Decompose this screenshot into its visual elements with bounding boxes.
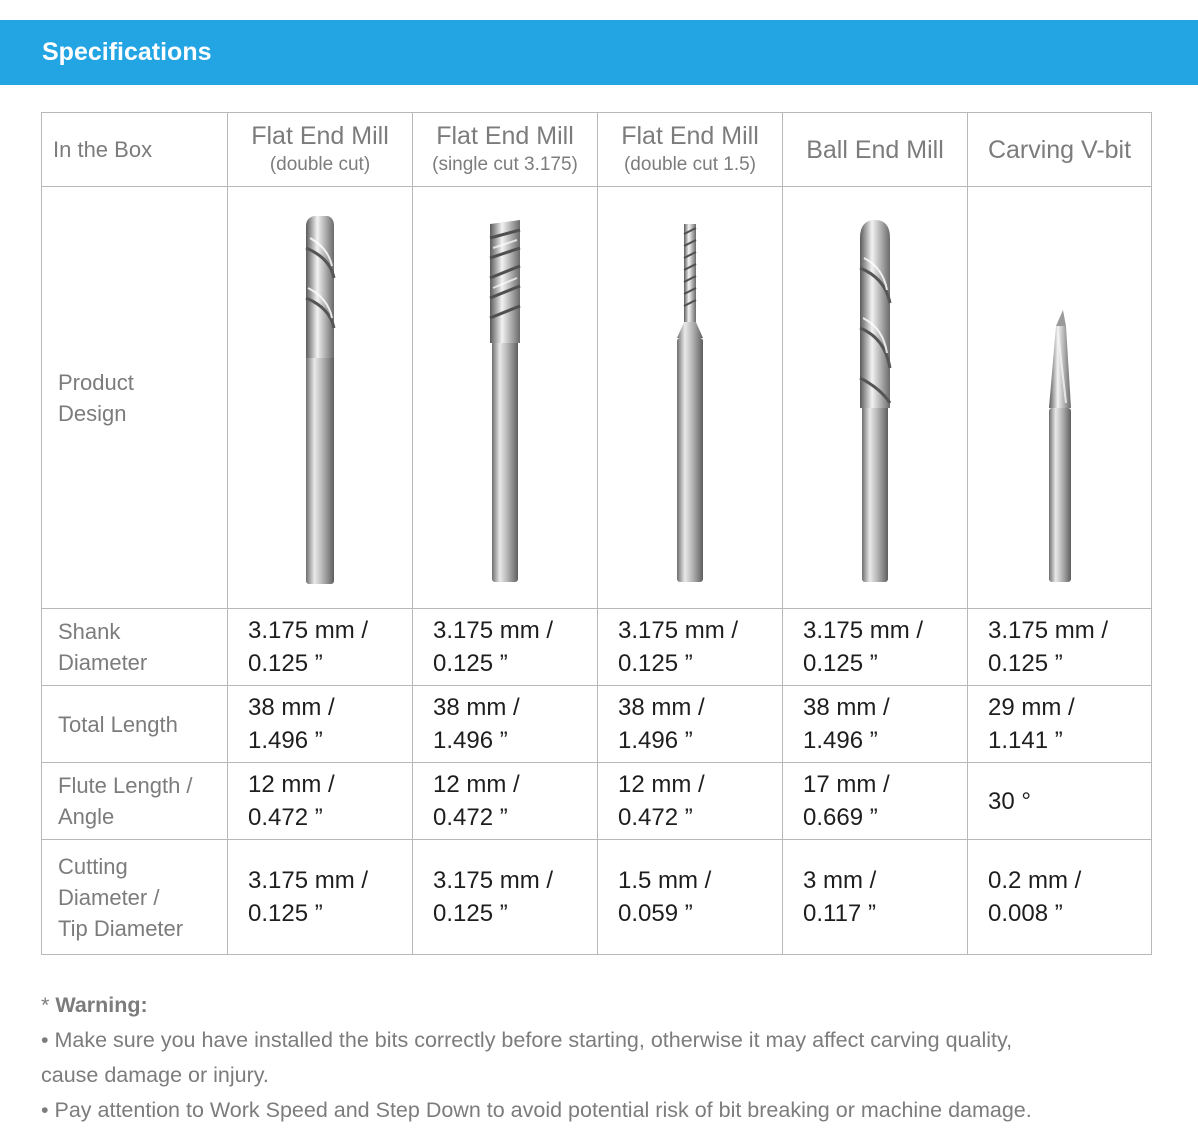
warning-notes	[41, 988, 1161, 1128]
row-label-line: Product	[58, 369, 134, 395]
row-label-line: Design	[58, 400, 127, 426]
table-cell: 17 mm / 0.669 ”	[783, 763, 968, 840]
table-cell: 38 mm / 1.496 ”	[783, 686, 968, 763]
warning-line-1: • Make sure you have installed the bits correctly before starting, otherwise it may affect carving quality,	[41, 1028, 1013, 1052]
column-subtitle: (double cut)	[269, 154, 371, 175]
row-label-line: Total Length	[58, 711, 178, 737]
table-cell: 38 mm / 1.496 ”	[598, 686, 783, 763]
table-cell: 30 °	[968, 763, 1152, 840]
table-cell: 3.175 mm / 0.125 ”	[968, 609, 1152, 686]
row-label-line: Diameter	[58, 650, 148, 675]
product-design-row	[42, 187, 1152, 609]
column-header-flat-end-mill-double-cut-1-5	[598, 113, 783, 187]
row-label-flute-length-angle	[42, 763, 228, 840]
column-title: Carving V-bit	[987, 135, 1132, 164]
ball-end-mill-image	[783, 187, 968, 609]
row-label-total-length	[42, 686, 228, 763]
table-cell: 0.2 mm / 0.008 ”	[968, 840, 1152, 955]
table-cell: 12 mm / 0.472 ”	[228, 763, 413, 840]
column-title: Ball End Mill	[806, 135, 944, 164]
column-header-flat-end-mill-single-cut	[413, 113, 598, 187]
table-cell: 3.175 mm / 0.125 ”	[228, 840, 413, 955]
column-subtitle: (double cut 1.5)	[623, 154, 757, 175]
warning-heading	[41, 988, 1161, 1023]
table-header-row	[42, 113, 1152, 187]
carving-v-bit-image	[968, 187, 1152, 609]
corner-label: In the Box	[42, 113, 228, 187]
row-label-cutting-diameter	[42, 840, 228, 955]
end-mill-icon	[660, 208, 720, 588]
warning-line-2: • Pay attention to Work Speed and Step Down to avoid potential risk of bit breaking or machine damage.	[41, 1098, 1032, 1122]
table-cell: 3.175 mm / 0.125 ”	[228, 609, 413, 686]
end-mill-icon	[475, 208, 535, 588]
shank-diameter-row	[42, 609, 1152, 686]
warning-line-1-continued: cause damage or injury.	[41, 1063, 269, 1087]
row-label-line: Diameter /	[58, 884, 160, 910]
flat-end-mill-double-cut-image	[228, 187, 413, 609]
cutting-diameter-row	[42, 840, 1152, 955]
header-title: Specifications	[42, 38, 212, 66]
row-label-line: Tip Diameter	[58, 915, 184, 941]
warning-asterisk: *	[41, 993, 56, 1017]
warning-title: Warning:	[55, 993, 148, 1017]
table-cell: 3.175 mm / 0.125 ”	[598, 609, 783, 686]
flat-end-mill-single-cut-image	[413, 187, 598, 609]
total-length-row	[42, 686, 1152, 763]
table-cell: 3.175 mm / 0.125 ”	[413, 840, 598, 955]
end-mill-icon	[845, 208, 905, 588]
end-mill-icon	[290, 208, 350, 588]
row-label-line: Shank	[58, 619, 121, 644]
row-label-line: Flute Length /	[58, 773, 193, 798]
row-label-line: Cutting	[58, 853, 128, 879]
row-label-product-design	[42, 187, 228, 609]
table-cell: 1.5 mm / 0.059 ”	[598, 840, 783, 955]
table-cell: 3.175 mm / 0.125 ”	[413, 609, 598, 686]
table-cell: 29 mm / 1.141 ”	[968, 686, 1152, 763]
table-cell: 3 mm / 0.117 ”	[783, 840, 968, 955]
table-cell: 38 mm / 1.496 ”	[413, 686, 598, 763]
v-bit-icon	[1030, 208, 1090, 588]
table-cell: 38 mm / 1.496 ”	[228, 686, 413, 763]
table-cell: 12 mm / 0.472 ”	[598, 763, 783, 840]
flute-length-angle-row	[42, 763, 1152, 840]
column-title: Flat End Mill	[621, 122, 759, 150]
table-cell: 3.175 mm / 0.125 ”	[783, 609, 968, 686]
column-header-ball-end-mill	[783, 113, 968, 187]
column-subtitle: (single cut 3.175)	[432, 154, 578, 175]
column-title: Flat End Mill	[436, 122, 574, 150]
flat-end-mill-double-cut-1-5-image	[598, 187, 783, 609]
column-title: Flat End Mill	[251, 122, 389, 150]
row-label-shank-diameter	[42, 609, 228, 686]
specifications-header	[0, 20, 1198, 85]
table-cell: 12 mm / 0.472 ”	[413, 763, 598, 840]
column-header-flat-end-mill-double-cut	[228, 113, 413, 187]
specifications-table	[41, 112, 1152, 955]
column-header-carving-v-bit	[968, 113, 1152, 187]
row-label-line: Angle	[58, 804, 115, 829]
